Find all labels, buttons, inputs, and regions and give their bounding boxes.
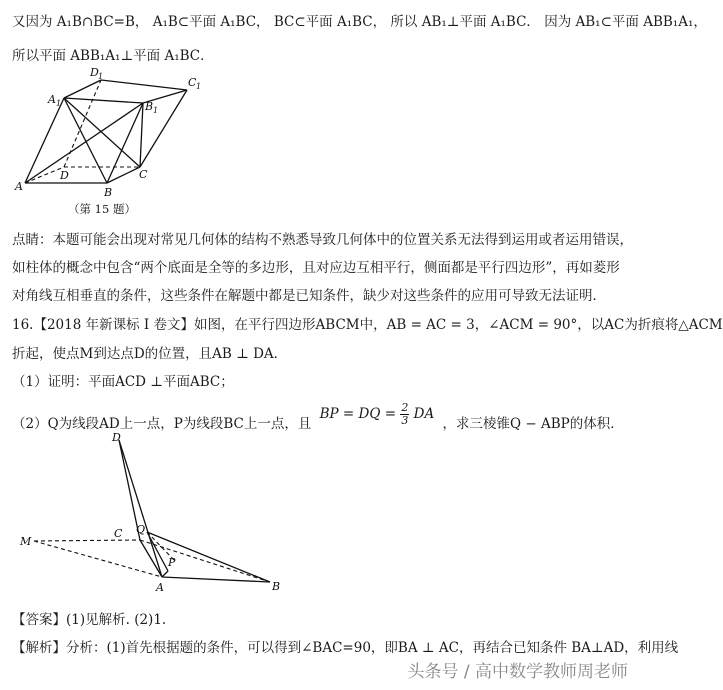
- label-D: D: [60, 169, 69, 182]
- fraction: [400, 402, 409, 427]
- fraction-numerator: 2: [401, 401, 409, 414]
- part-2-prefix: （2）Q为线段AD上一点，P为线段BC上一点，且: [12, 416, 312, 432]
- proof-line-2: 所以平面 ABB₁A₁⊥平面 A₁BC．: [12, 48, 214, 64]
- note-line-1: 点睛：本题可能会出现对常见几何体的结构不熟悉导致几何体中的位置关系无法得到运用或者运用错误，: [12, 232, 633, 248]
- label-D1-sub: 1: [98, 72, 104, 81]
- label-A: A: [15, 180, 23, 193]
- label-B-fig2: B: [272, 580, 281, 593]
- label-C: C: [139, 168, 148, 181]
- watermark: 头条号 / 高中数学教师周老师: [407, 662, 628, 682]
- label-B: B: [104, 186, 113, 199]
- proof-line-1: 又因为 A₁B∩BC=B， A₁B⊂平面 A₁BC， BC⊂平面 A₁BC， 所以 AB₁⊥平面 A₁BC． 因为 AB₁⊂平面 ABB₁A₁，: [12, 14, 707, 30]
- question-16-part-1: （1）证明：平面ACD ⊥平面ABC；: [12, 374, 234, 390]
- label-B1-sub: 1: [153, 106, 159, 115]
- formula-rhs: DA: [413, 406, 435, 422]
- figure-caption: （第 15 题）: [68, 202, 136, 216]
- label-A1: A: [48, 93, 56, 106]
- label-P: P: [168, 556, 176, 569]
- part-2-suffix: ，求三棱锥Q − ABP的体积．: [442, 416, 624, 432]
- fraction-denominator: 3: [401, 414, 409, 427]
- label-M: M: [20, 535, 32, 548]
- label-C1: C: [188, 76, 197, 89]
- analysis-line: 【解析】分析：(1)首先根据题的条件，可以得到∠BAC=90，即BA ⊥ AC，再结合已知条件 BA⊥AD，利用线: [12, 640, 679, 656]
- label-Q: Q: [136, 523, 146, 536]
- question-16-line-1: 16.【2018 年新课标 I 卷文】如图，在平行四边形ABCM中，AB = AC = 3，∠ACM = 90°，以AC为折痕将△ACM: [12, 317, 723, 333]
- formula-lhs: BP = DQ =: [319, 406, 397, 422]
- label-C1-sub: 1: [196, 82, 202, 91]
- label-A-fig2: A: [156, 581, 164, 594]
- note-line-2: 如柱体的概念中包含“两个底面是全等的多边形，且对应边互相平行，侧面都是平行四边形”，再如菱形: [12, 260, 620, 276]
- label-D-fig2: D: [112, 431, 121, 444]
- label-A1-sub: 1: [56, 99, 62, 108]
- question-16-part-2: [12, 401, 624, 437]
- label-B1: B: [145, 100, 154, 113]
- question-16-line-2: 折起，使点M到达点D的位置，且AB ⊥ DA．: [12, 346, 288, 362]
- formula: [320, 402, 435, 427]
- answer-line: 【答案】(1)见解析. (2)1.: [12, 612, 167, 628]
- label-C-fig2: C: [114, 527, 123, 540]
- note-line-3: 对角线互相垂直的条件，这些条件在解题中都是已知条件，缺少对这些条件的应用可导致无法证明．: [12, 288, 606, 304]
- figure-16-tetrahedron: [119, 440, 270, 582]
- label-D1: D: [90, 66, 99, 79]
